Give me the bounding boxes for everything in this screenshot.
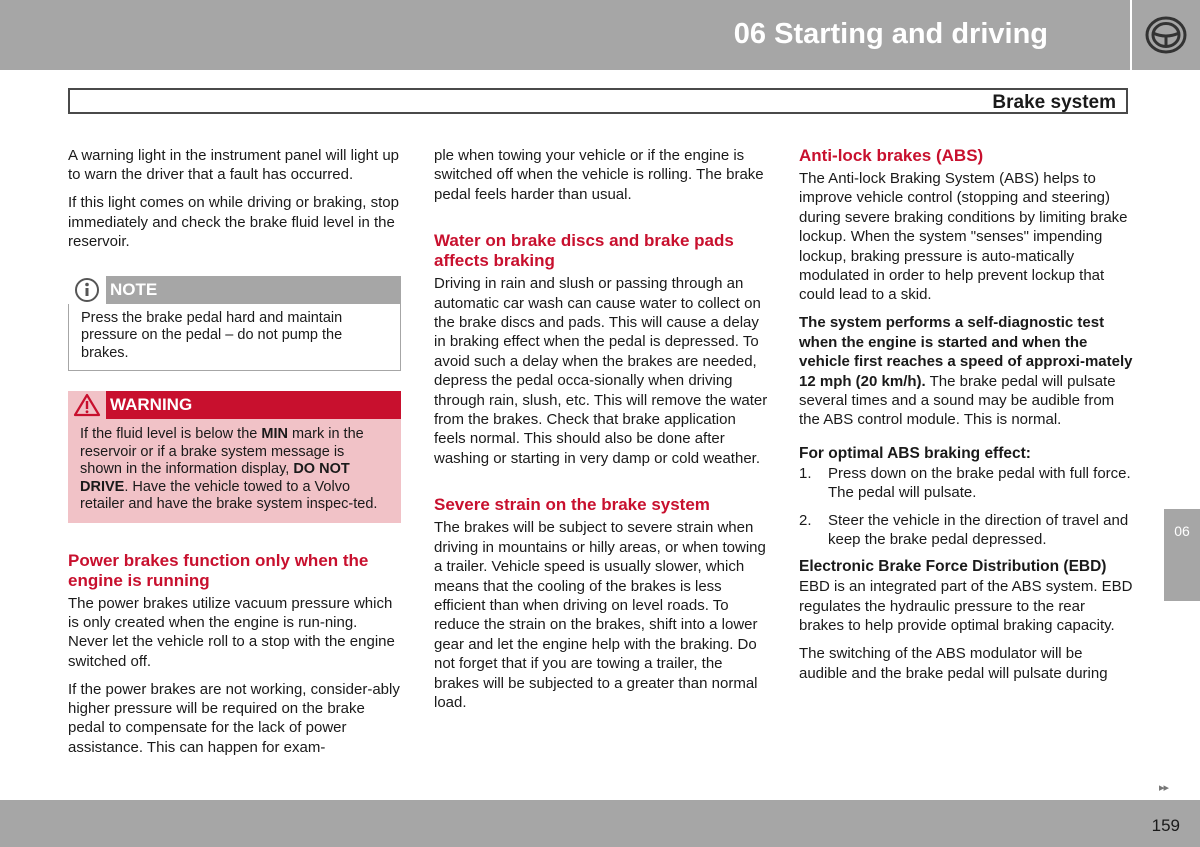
warning-do-not-drive: DO NOT DRIVE — [80, 461, 350, 495]
warning-text-part: If the fluid level is below the — [80, 426, 262, 443]
warning-text-part: mark in the reservoir or if a brake system message is shown in the information display, — [80, 426, 364, 478]
warning-text-part: . Have the vehicle towed to a Volvo retailer and have the brake system inspec-ted. — [80, 478, 378, 513]
text: The brake pedal will pulsate several times and a sound may be audible from the ABS control module. This is normal. — [799, 372, 1116, 429]
warning-text — [68, 419, 401, 523]
heading-optimal-abs: For optimal ABS braking effect: — [799, 444, 1031, 462]
list-item — [799, 464, 1133, 503]
step-number: 1. — [799, 464, 812, 482]
heading-power-brakes: Power brakes function only when the engine is running — [68, 550, 369, 590]
step-text: Steer the vehicle in the direction of travel and keep the brake pedal depressed. — [828, 511, 1129, 548]
steps-list — [799, 464, 1133, 550]
note-box — [68, 276, 401, 372]
warning-box — [68, 391, 401, 523]
warning-triangle-icon — [68, 391, 106, 419]
warning-header — [68, 391, 401, 419]
paragraph — [799, 313, 1133, 429]
note-text: Press the brake pedal hard and maintain pressure on the pedal – do not pump the brakes. — [68, 304, 401, 372]
list-item — [799, 511, 1133, 550]
paragraph: The Anti-lock Braking System (ABS) helps to improve vehicle control (stopping and steering) during severe braking conditions by limiting brake lockup. When the system "senses" impending lockup, braking pressure is auto-matically modulated in order to help prevent lockup that could lead to a skid. — [799, 170, 1128, 304]
paragraph: The brakes will be subject to severe strain when driving in mountains or hilly areas, or when towing a trailer. Vehicle speed is usually slower, which means that the cooling of the brakes is less efficient than when driving on level roads. To reduce the strain on the brakes, shift into a lower gear and let the engine help with the braking. Do not forget that if you are towing a trailer, the brakes will be subjected to a greater than normal load. — [434, 519, 766, 711]
column-1 — [68, 146, 401, 766]
continue-arrows-icon: ▸▸ — [1159, 782, 1169, 794]
heading-abs: Anti-lock brakes (ABS) — [799, 146, 984, 165]
section-bar — [68, 88, 1128, 114]
chapter-title: 06 Starting and driving — [733, 18, 1048, 50]
paragraph: If this light comes on while driving or braking, stop immediately and check the brake fluid level in the reservoir. — [68, 194, 399, 251]
step-number: 2. — [799, 511, 812, 529]
chapter-side-tab: 06 — [1164, 509, 1200, 601]
heading-water-on-brakes: Water on brake discs and brake pads affects braking — [434, 231, 734, 271]
heading-severe-strain: Severe strain on the brake system — [434, 495, 710, 515]
column-3 — [799, 146, 1133, 691]
note-label: NOTE — [110, 279, 158, 299]
bold-text: The system performs a self-diagnostic test when the engine is started and when the vehicle first reaches a speed of approxi-mately 12 mph (20 km/h). — [799, 314, 1133, 390]
paragraph: If the power brakes are not working, consider-ably higher pressure will be required on the brake pedal to compensate for the lack of power assistance. This can happen for exam- — [68, 680, 400, 756]
heading-ebd: Electronic Brake Force Distribution (EBD) — [799, 558, 1107, 576]
column-2 — [434, 146, 768, 721]
chapter-icon-box — [1132, 0, 1200, 70]
info-icon — [68, 276, 106, 304]
paragraph: The power brakes utilize vacuum pressure which is only created when the engine is run-ning. Never let the vehicle roll to a stop with the engine switched off. — [68, 594, 395, 670]
footer-band — [0, 800, 1200, 847]
page-number: 159 — [1151, 816, 1180, 835]
step-text: Press down on the brake pedal with full force. The pedal will pulsate. — [828, 464, 1131, 502]
warning-min-mark: MIN — [261, 426, 288, 443]
section-title: Brake system — [992, 92, 1116, 113]
note-header — [68, 276, 401, 304]
paragraph: EBD is an integrated part of the ABS system. EBD regulates the hydraulic pressure to the rear brakes to help provide optimal braking capacity. — [799, 578, 1133, 635]
warning-label: WARNING — [110, 395, 193, 415]
paragraph: A warning light in the instrument panel will light up to warn the driver that a fault has occurred. — [68, 147, 400, 184]
paragraph: ple when towing your vehicle or if the engine is switched off when the vehicle is rolling. The brake pedal feels harder than usual. — [434, 147, 764, 203]
paragraph: The switching of the ABS modulator will be audible and the brake pedal will pulsate during — [799, 645, 1108, 682]
paragraph: Driving in rain and slush or passing through an automatic car wash can cause water to collect on the brake discs and pads. This will cause a delay in braking effect when the pedal is depressed. To avoid such a delay when the brakes are needed, depress the pedal occa-sionally when driving through rain, slush, etc. This will remove the water from the brakes. Check that brake application feels normal. This should also be done after washing or starting in very damp or cold weather. — [434, 275, 768, 467]
steering-wheel-icon — [1144, 15, 1188, 55]
header-band — [0, 0, 1130, 70]
